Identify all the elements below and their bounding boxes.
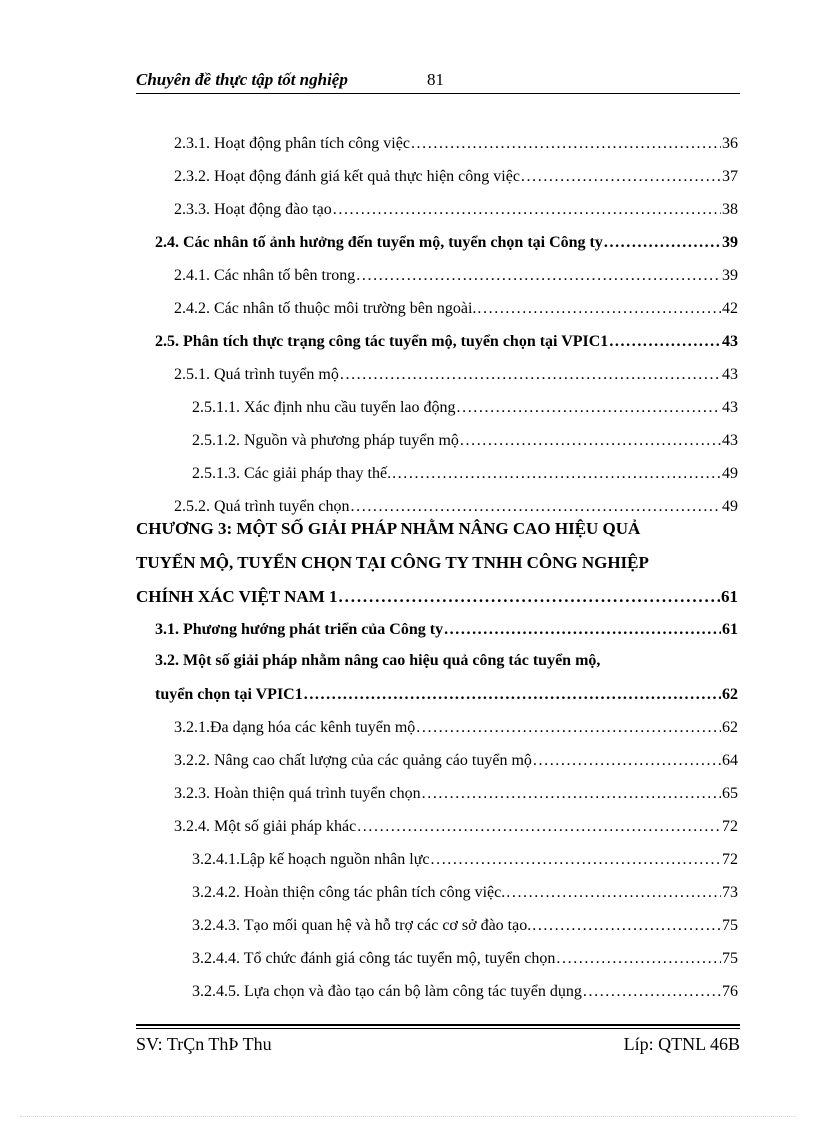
toc-entry-page: 39 xyxy=(722,234,738,251)
toc-leader xyxy=(604,232,721,254)
toc-entry xyxy=(192,882,738,904)
toc-entry xyxy=(192,981,738,1003)
page-number: 81 xyxy=(427,70,444,89)
toc-entry xyxy=(174,750,738,772)
chapter-heading-line: TUYỂN MỘ, TUYỂN CHỌN TẠI CÔNG TY TNHH CÔNG NGHIỆP xyxy=(136,553,649,572)
toc-entry xyxy=(174,717,738,739)
toc-entry-page: 42 xyxy=(722,300,738,317)
page-edge xyxy=(20,1116,796,1117)
toc-entry-page: 43 xyxy=(722,333,738,350)
toc-entry-label: 3.2.4.4. Tổ chức đánh giá công tác tuyển mộ, tuyển chọn xyxy=(192,950,556,967)
toc-entry-label: 3.2.4. Một số giải pháp khác xyxy=(174,818,357,835)
toc-leader xyxy=(533,750,721,772)
toc-entry xyxy=(192,430,738,452)
toc-entry xyxy=(174,133,738,155)
document-title: Chuyên đề thực tập tốt nghiệp xyxy=(136,70,348,89)
toc-entry-page: 73 xyxy=(722,884,738,901)
toc-entry-label: 2.5.1.2. Nguồn và phương pháp tuyển mộ xyxy=(192,432,459,449)
toc-leader xyxy=(392,463,721,485)
page-footer xyxy=(136,1034,740,1058)
toc-entry-page: 61 xyxy=(722,621,738,638)
toc-entry-label: 3.2.1.Đa dạng hóa các kênh tuyển mộ xyxy=(174,719,416,736)
toc-leader xyxy=(416,717,721,739)
toc-entry xyxy=(192,915,738,937)
toc-leader xyxy=(411,133,721,155)
toc-leader xyxy=(339,586,720,608)
header-rule xyxy=(136,93,740,94)
chapter-heading-line: CHƯƠNG 3: MỘT SỐ GIẢI PHÁP NHẰM NÂNG CAO HIỆU QUẢ xyxy=(136,519,641,538)
toc-leader xyxy=(356,265,721,287)
toc-entry-bold-line: 3.2. Một số giải pháp nhằm nâng cao hiệu quả công tác tuyển mộ, xyxy=(155,652,601,669)
toc-entry-page: 37 xyxy=(722,168,738,185)
toc-entry-page: 43 xyxy=(722,399,738,416)
toc-entry-label: 2.5. Phân tích thực trạng công tác tuyển mộ, tuyển chọn tại VPIC1 xyxy=(155,333,609,350)
toc-entry-page: 43 xyxy=(722,366,738,383)
toc-leader xyxy=(457,397,722,419)
toc-leader xyxy=(521,166,721,188)
toc-entry-label: tuyển chọn tại VPIC1 xyxy=(155,686,303,703)
student-name: SV: TrÇn ThÞ Thu xyxy=(136,1034,272,1054)
class-label: Líp: QTNL 46B xyxy=(623,1034,740,1054)
toc-entry xyxy=(192,397,738,419)
toc-leader xyxy=(477,298,721,320)
toc-entry-bold xyxy=(155,684,738,706)
toc-entry-page: 43 xyxy=(722,432,738,449)
toc-entry-label: 3.1. Phương hướng phát triển của Công ty xyxy=(155,621,444,638)
toc-entry-label: 2.4. Các nhân tố ảnh hưởng đến tuyển mộ, tuyển chọn tại Công ty xyxy=(155,234,603,251)
toc-entry-label: 2.3.2. Hoạt động đánh giá kết quả thực hiện công việc xyxy=(174,168,520,185)
toc-entry-page: 49 xyxy=(722,465,738,482)
toc-entry-label: 3.2.4.5. Lựa chọn và đào tạo cán bộ làm công tác tuyển dụng xyxy=(192,983,582,1000)
toc-entry-page: 62 xyxy=(722,686,738,703)
toc-entry-page: 72 xyxy=(722,851,738,868)
toc-entry xyxy=(174,265,738,287)
toc-leader xyxy=(357,816,721,838)
toc-entry-bold xyxy=(155,232,738,254)
toc-entry xyxy=(174,816,738,838)
toc-entry-bold xyxy=(155,619,738,641)
toc-leader xyxy=(556,948,721,970)
toc-entry-label: 3.2.4.2. Hoàn thiện công tác phân tích công việc. xyxy=(192,884,506,901)
toc-entry-page: 75 xyxy=(722,917,738,934)
toc-entry-label: 2.4.2. Các nhân tố thuộc môi trường bên ngoài. xyxy=(174,300,477,317)
toc-entry-bold xyxy=(155,331,738,353)
toc-entry xyxy=(192,463,738,485)
footer-rule xyxy=(136,1028,740,1029)
toc-entry xyxy=(192,849,738,871)
toc-entry-label: 2.5.2. Quá trình tuyển chọn xyxy=(174,498,350,515)
toc-entry-page: 72 xyxy=(722,818,738,835)
toc-entry-label: 2.3.1. Hoạt động phân tích công việc xyxy=(174,135,410,152)
toc-entry-page: 61 xyxy=(721,587,738,606)
toc-entry-page: 76 xyxy=(722,983,738,1000)
toc-entry-page: 64 xyxy=(722,752,738,769)
toc-entry-page: 38 xyxy=(722,201,738,218)
toc-entry-page: 62 xyxy=(722,719,738,736)
toc-entry-page: 36 xyxy=(722,135,738,152)
toc-entry xyxy=(174,364,738,386)
toc-entry xyxy=(174,199,738,221)
toc-entry-label: 3.2.4.1.Lập kế hoạch nguồn nhân lực xyxy=(192,851,430,868)
toc-entry xyxy=(174,298,738,320)
toc-entry xyxy=(192,948,738,970)
toc-entry-label: 3.2.2. Nâng cao chất lượng của các quảng cáo tuyển mộ xyxy=(174,752,532,769)
toc-entry-label: CHÍNH XÁC VIỆT NAM 1 xyxy=(136,587,338,606)
page-header xyxy=(136,70,740,92)
toc-entry-page: 49 xyxy=(722,498,738,515)
toc-entry-label: 2.5.1.1. Xác định nhu cầu tuyển lao động xyxy=(192,399,456,416)
toc-entry xyxy=(174,166,738,188)
toc-leader xyxy=(340,364,721,386)
toc-entry-label: 2.5.1. Quá trình tuyển mộ xyxy=(174,366,339,383)
toc-entry-label: 2.5.1.3. Các giải pháp thay thế. xyxy=(192,465,392,482)
toc-leader xyxy=(460,430,721,452)
toc-leader xyxy=(333,199,721,221)
toc-leader xyxy=(532,915,721,937)
toc-leader xyxy=(431,849,722,871)
toc-leader xyxy=(304,684,721,706)
toc-entry xyxy=(174,783,738,805)
toc-entry-page: 65 xyxy=(722,785,738,802)
toc-entry-bold xyxy=(136,586,738,608)
toc-entry-label: 2.3.3. Hoạt động đào tạo xyxy=(174,201,332,218)
toc-leader xyxy=(351,496,721,518)
toc-entry xyxy=(174,496,738,518)
toc-entry-label: 3.2.3. Hoàn thiện quá trình tuyển chọn xyxy=(174,785,421,802)
toc-leader xyxy=(422,783,721,805)
toc-entry-page: 75 xyxy=(722,950,738,967)
toc-leader xyxy=(609,331,721,353)
footer-rule xyxy=(136,1024,740,1026)
toc-entry-label: 3.2.4.3. Tạo mối quan hệ và hỗ trợ các cơ sở đào tạo. xyxy=(192,917,532,934)
toc-leader xyxy=(583,981,721,1003)
toc-leader xyxy=(506,882,721,904)
toc-entry-page: 39 xyxy=(722,267,738,284)
toc-entry-label: 2.4.1. Các nhân tố bên trong xyxy=(174,267,356,284)
toc-leader xyxy=(444,619,721,641)
